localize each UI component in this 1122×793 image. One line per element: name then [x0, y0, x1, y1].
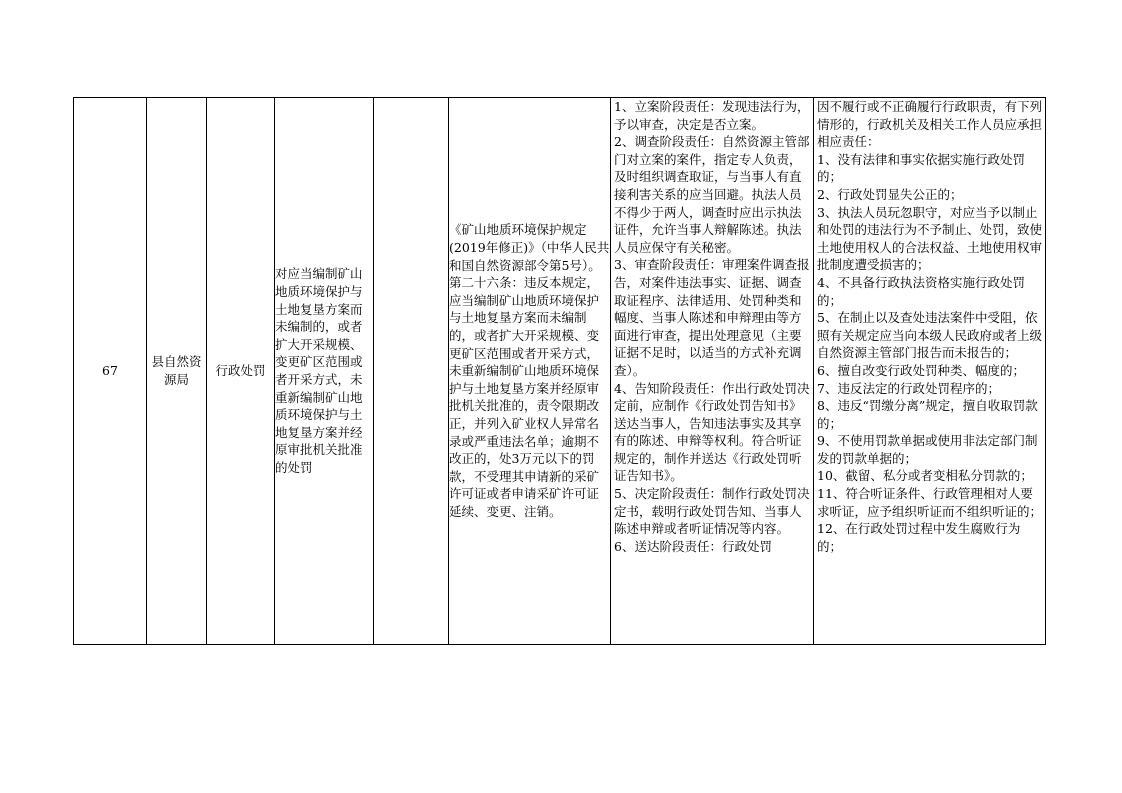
- liability-item: 6、擅自改变行政处罚种类、幅度的；: [817, 362, 1025, 378]
- responsibility-item: 2、调查阶段责任：自然资源主管部门对立案的案件，指定专人负责，及时组织调查取证，与当事人有直接利害关系的应当回避。执法人员不得少于两人，调查时应出示执法证件，允许当事人辩解陈述。执法人员应保守有关秘密。: [614, 134, 810, 255]
- liability-item: 8、违反“罚缴分离”规定，擅自收取罚款的；: [817, 398, 1038, 431]
- responsibility-item: 6、送达阶段责任：行政处罚: [614, 538, 772, 554]
- liability-cell: [814, 98, 1046, 645]
- responsibility-item: 1、立案阶段责任：发现违法行为，予以审查，决定是否立案。: [614, 99, 810, 132]
- liability-item: 7、违反法定的行政处罚程序的；: [817, 380, 1000, 396]
- liability-item: 9、不使用罚款单据或使用非法定部门制发的罚款单据的；: [817, 433, 1038, 466]
- table-row: [74, 98, 1046, 645]
- legal-basis-cell: 《矿山地质环境保护规定(2019年修正)》（中华人民共和国自然资源部令第5号）。第二十六条：违反本规定，应当编制矿山地质环境保护与土地复垦方案而未编制的，或者扩大开采规模、变更矿区范围或者开采方式，未重新编制矿山地质环境保护与土地复垦方案并经原审批机关批准的，责令限期改正，并列入矿业权人异常名录或严重违法名单；逾期不改正的，处3万元以下的罚款，不受理其申请新的采矿许可证或者申请采矿许可证延续、变更、注销。: [449, 98, 611, 645]
- liability-item: 12、在行政处罚过程中发生腐败行为的；: [817, 521, 1021, 554]
- responsibility-item: 4、告知阶段责任：作出行政处罚决定前，应制作《行政处罚告知书》送达当事人，告知违法事实及其享有的陈述、申辩等权利。符合听证规定的，制作并送达《行政处罚听证告知书》。: [614, 380, 810, 484]
- power-list-table: [73, 97, 1046, 645]
- sub-item-cell: [374, 98, 449, 645]
- responsibility-list: [611, 98, 813, 644]
- liability-item: 2、行政处罚显失公正的；: [817, 186, 963, 202]
- liability-item: 4、不具备行政执法资格实施行政处罚的；: [817, 274, 1025, 308]
- power-type-cell: 行政处罚: [207, 98, 275, 645]
- liability-item: 因不履行或不正确履行行政职责，有下列情形的，行政机关及相关工作人员应承担相应责任：: [817, 99, 1043, 150]
- responsibility-cell: [611, 98, 814, 645]
- department-cell: 县自然资源局: [147, 98, 207, 645]
- responsibility-item: 3、审查阶段责任：审理案件调查报告，对案件违法事实、证据、调查取证程序、法律适用、处罚种类和幅度、当事人陈述和申辩理由等方面进行审查，提出处理意见（主要证据不足时，以适当的方式补充调查）。: [614, 257, 810, 378]
- liability-item: 5、在制止以及查处违法案件中受阻，依照有关规定应当向本级人民政府或者上级自然资源主管部门报告而未报告的；: [817, 310, 1043, 361]
- row-number: 67: [74, 98, 147, 645]
- liability-item: 3、执法人员玩忽职守，对应当予以制止和处罚的违法行为不予制止、处罚，致使土地使用权人的合法权益、土地使用权审批制度遭受损害的；: [817, 204, 1043, 273]
- liability-item: 11、符合听证条件、行政管理相对人要求听证，应予组织听证而不组织听证的；: [817, 486, 1043, 519]
- item-name-cell: 对应当编制矿山地质环境保护与土地复垦方案而未编制的，或者扩大开采规模、变更矿区范围或者开采方式，未重新编制矿山地质环境保护与土地复垦方案并经原审批机关批准的处罚: [275, 98, 374, 645]
- responsibility-item: 5、决定阶段责任：制作行政处罚决定书，载明行政处罚告知、当事人陈述申辩或者听证情况等内容。: [614, 486, 810, 537]
- liability-item: 10、截留、私分或者变相私分罚款的；: [817, 468, 1033, 484]
- liability-item: 1、没有法律和事实依据实施行政处罚的；: [817, 151, 1025, 185]
- liability-list: [814, 98, 1045, 644]
